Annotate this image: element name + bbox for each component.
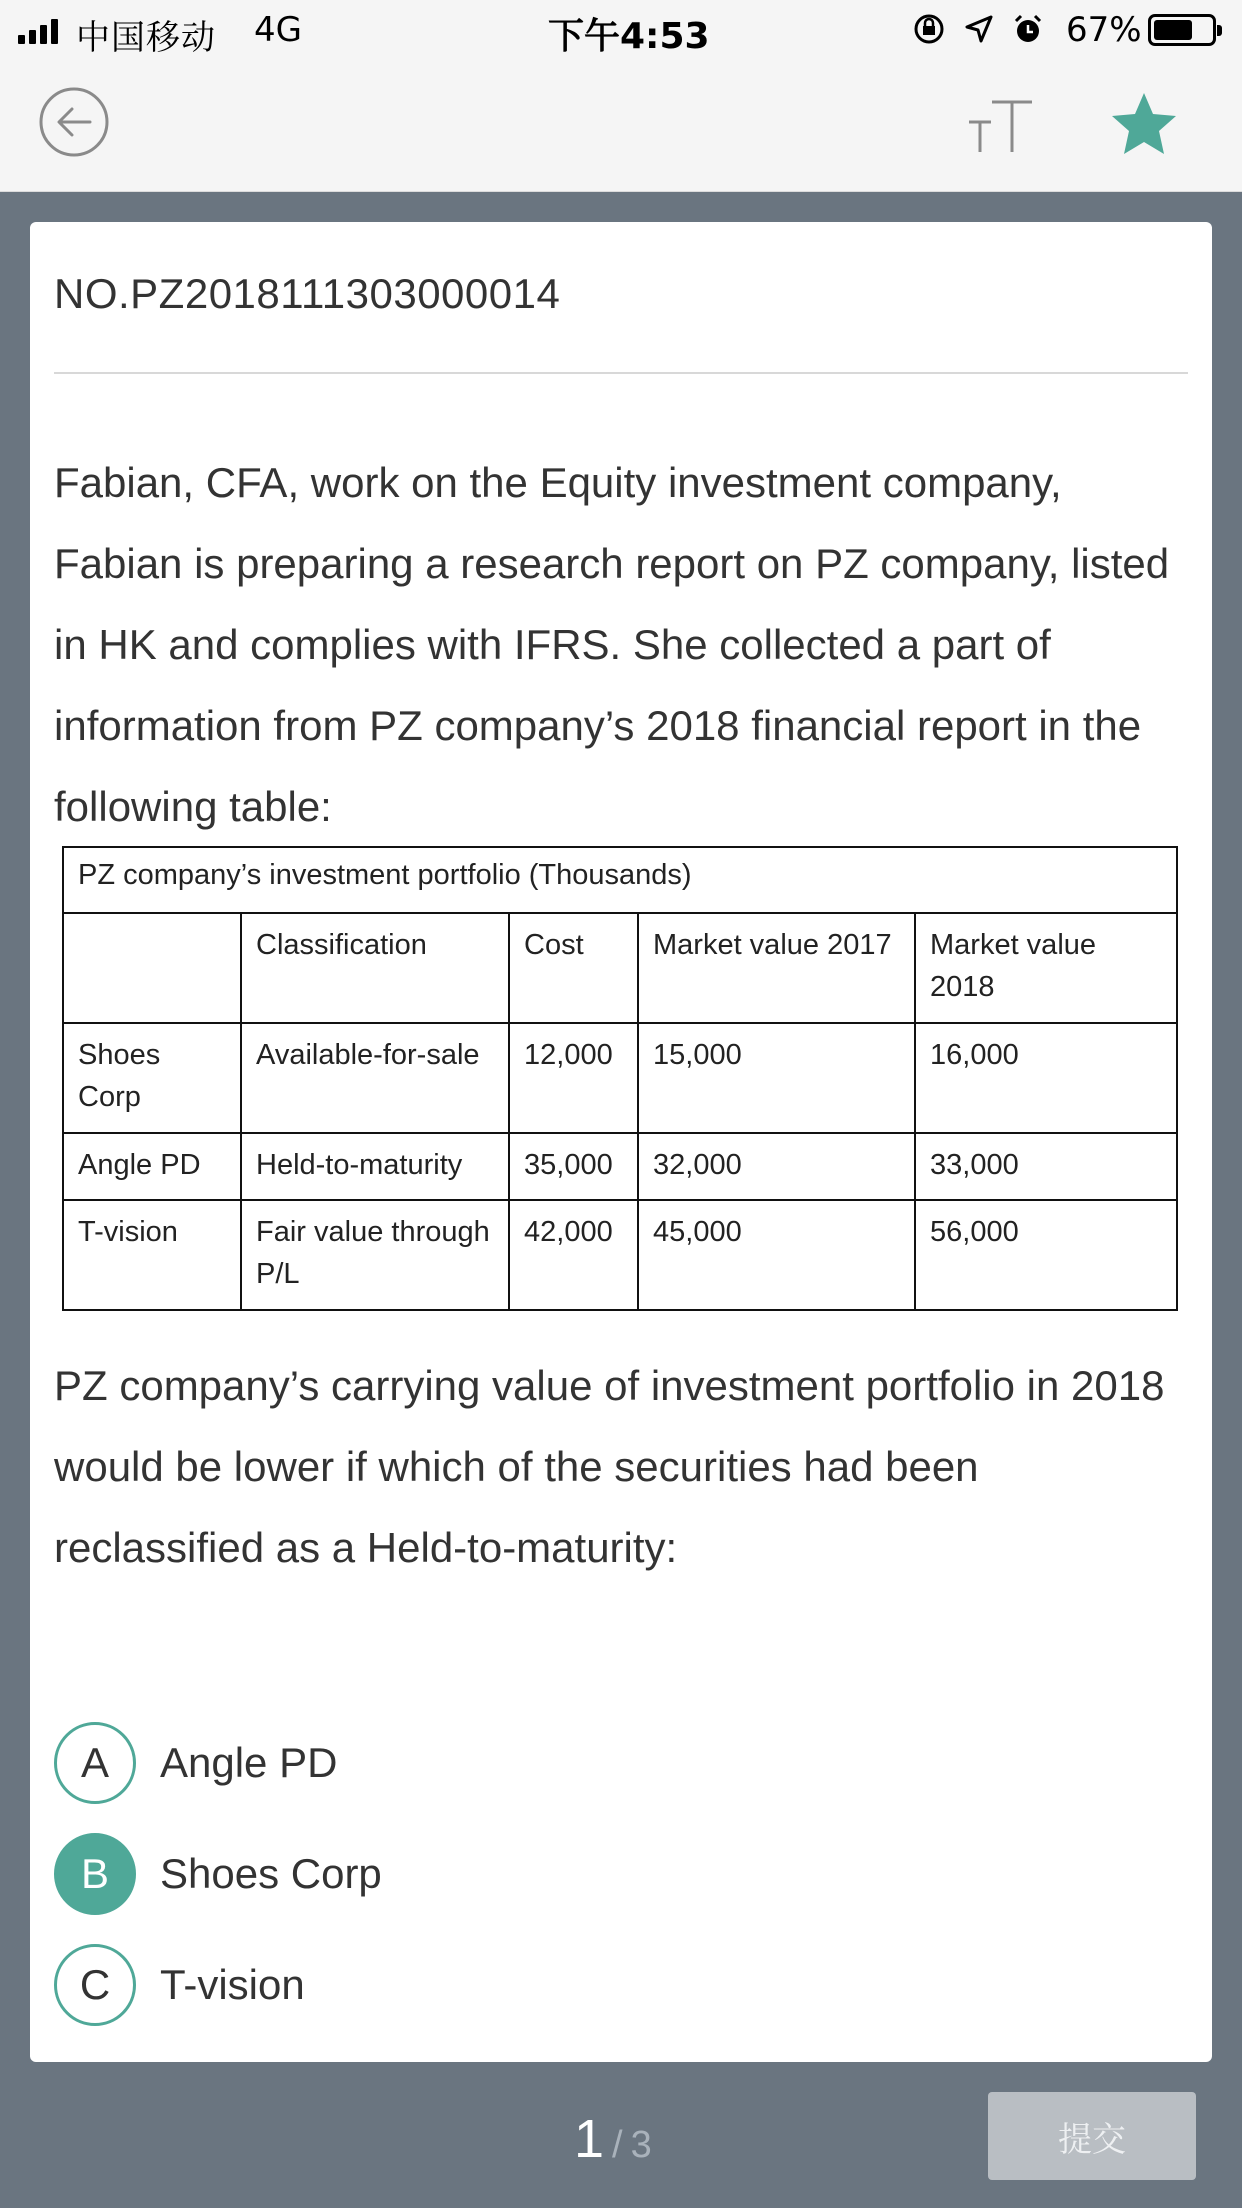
orientation-lock-icon	[912, 12, 946, 46]
battery-icon	[1148, 14, 1216, 46]
option-label[interactable]: Angle PD	[160, 1739, 338, 1786]
nav-bar	[0, 62, 1242, 192]
table-cell: 33,000	[915, 1133, 1177, 1200]
table-cell: Shoes Corp	[63, 1023, 241, 1133]
font-size-icon	[966, 94, 1036, 158]
table-cell: Fair value through P/L	[241, 1200, 509, 1310]
carrier-name: 中国移动	[76, 18, 216, 58]
table-cell: 56,000	[915, 1200, 1177, 1310]
question-prompt: PZ company’s carrying value of investment portfolio in 2018 would be lower if which of the securities had been reclassified as a Held-to-maturity:	[54, 1362, 1165, 1571]
table-header-row	[63, 913, 1177, 1023]
option-letter[interactable]: A	[54, 1722, 136, 1804]
table-header	[63, 913, 241, 1023]
table-cell: 35,000	[509, 1133, 638, 1200]
signal-strength-icon	[18, 18, 58, 44]
page-separator: /	[612, 2124, 623, 2166]
table-cell: 12,000	[509, 1023, 638, 1133]
question-card	[30, 222, 1212, 2062]
table-header: Classification	[241, 913, 509, 1023]
table-caption: PZ company’s investment portfolio (Thousands)	[63, 847, 1177, 913]
favorite-button[interactable]	[1110, 90, 1178, 158]
current-page: 1	[574, 2109, 605, 2169]
network-type: 4G	[254, 10, 302, 50]
option-letter[interactable]: B	[54, 1833, 136, 1915]
question-number: NO.PZ2018111303000014	[54, 270, 561, 317]
table-cell: 16,000	[915, 1023, 1177, 1133]
table-cell: Angle PD	[63, 1133, 241, 1200]
table-cell: 42,000	[509, 1200, 638, 1310]
table-header: Market value 2018	[915, 913, 1177, 1023]
table-row	[63, 1023, 1177, 1133]
status-icons	[912, 12, 1044, 46]
submit-button[interactable]: 提交	[988, 2092, 1196, 2180]
question-stem: Fabian, CFA, work on the Equity investment company, Fabian is preparing a research report on PZ company, listed in HK and complies with IFRS. She collected a part of information from PZ company’s 2018 financial report in the following table:	[54, 459, 1170, 830]
portfolio-table	[62, 846, 1178, 1311]
table-cell: 15,000	[638, 1023, 915, 1133]
total-pages: 3	[630, 2124, 652, 2166]
table-cell: Available-for-sale	[241, 1023, 509, 1133]
location-arrow-icon	[964, 14, 994, 44]
alarm-icon	[1012, 13, 1044, 45]
table-row	[63, 1133, 1177, 1200]
battery-fill	[1154, 20, 1192, 40]
option-label[interactable]: Shoes Corp	[160, 1850, 382, 1897]
table-cell: T-vision	[63, 1200, 241, 1310]
table-header: Market value 2017	[638, 913, 915, 1023]
option-a[interactable]	[54, 1722, 337, 1804]
font-size-button[interactable]	[966, 94, 1036, 158]
battery-percent: 67%	[1066, 10, 1142, 50]
star-icon	[1110, 90, 1178, 158]
back-button[interactable]	[38, 86, 110, 158]
back-arrow-circle-icon	[38, 86, 110, 158]
page-indicator	[574, 2108, 652, 2170]
table-header: Cost	[509, 913, 638, 1023]
divider	[54, 372, 1188, 374]
table-cell: 32,000	[638, 1133, 915, 1200]
status-time: 下午4:53	[548, 16, 710, 57]
table-cell: Held-to-maturity	[241, 1133, 509, 1200]
option-letter[interactable]: C	[54, 1944, 136, 2026]
table-row	[63, 1200, 1177, 1310]
table-cell: 45,000	[638, 1200, 915, 1310]
status-bar	[0, 0, 1242, 62]
option-b[interactable]	[54, 1833, 382, 1915]
option-label[interactable]: T-vision	[160, 1961, 305, 2008]
option-c[interactable]	[54, 1944, 305, 2026]
